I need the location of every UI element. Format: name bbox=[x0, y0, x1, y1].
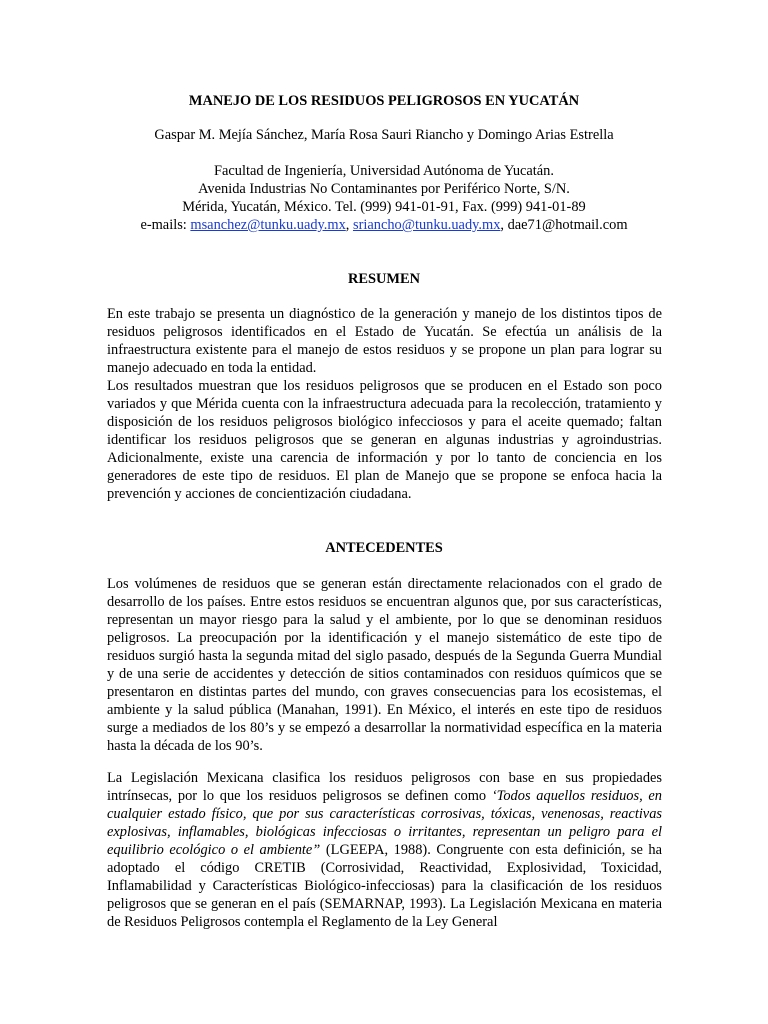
email-separator: , bbox=[345, 217, 353, 233]
address-line: Avenida Industrias No Contaminantes por Periférico Norte, S/N. bbox=[198, 181, 570, 197]
email-link-msanchez[interactable]: msanchez@tunku.uady.mx bbox=[190, 217, 346, 233]
contact-line: Mérida, Yucatán, México. Tel. (999) 941-01-91, Fax. (999) 941-01-89 bbox=[182, 199, 586, 215]
email-link-sriancho[interactable]: sriancho@tunku.uady.mx bbox=[352, 217, 501, 233]
emails-prefix: e-mails: bbox=[140, 217, 191, 233]
resumen-body bbox=[107, 305, 662, 503]
resumen-paragraph-1: En este trabajo se presenta un diagnóstico de la generación y manejo de los distintos tipos de residuos peligrosos identificados en el Estado de Yucatán. Se efectúa un análisis de la infraestructura existente para el manejo de estos residuos y se propone un plan para lograr su manejo adecuado en toda la entidad. bbox=[107, 306, 662, 376]
affiliation-block bbox=[0, 162, 768, 234]
definition-quote: ‘Todos aquellos residuos, en cualquier estado físico, que por sus características corrosivas, tóxicas, venenosas, reactivas explosivas, inflamables, biológicas infecciosas o irritantes, representan un peligro para el equilibrio ecológico o el ambiente” bbox=[107, 788, 663, 858]
section-heading-antecedentes: ANTECEDENTES bbox=[325, 540, 443, 556]
author-list: Gaspar M. Mejía Sánchez, María Rosa Sauri Riancho y Domingo Arias Estrella bbox=[154, 127, 614, 143]
paragraph-text-continued: (LGEEPA, 1988). Congruente con esta definición, se ha adoptado el código CRETIB (Corrosividad, Reactividad, Explosividad, Toxicidad, Inflamabilidad y Características Biológico-infecciosas) para la clasificación de los residuos peligrosos que se generan en el país (SEMARNAP, 1993). La Legislación Mexicana en materia de Residuos Peligrosos contempla el Reglamento de la Ley General bbox=[107, 842, 662, 930]
email-text-dae71: , dae71@hotmail.com bbox=[500, 217, 628, 233]
affiliation-line: Facultad de Ingeniería, Universidad Autónoma de Yucatán. bbox=[214, 163, 554, 179]
paper-title: MANEJO DE LOS RESIDUOS PELIGROSOS EN YUCATÁN bbox=[188, 93, 580, 109]
paragraph-text: La Legislación Mexicana clasifica los residuos peligrosos con base en sus propiedades intrínsecas, por lo que los residuos peligrosos se definen como bbox=[107, 770, 662, 804]
antecedentes-paragraph-1 bbox=[107, 575, 662, 755]
antecedentes-paragraph-2-text bbox=[107, 769, 662, 931]
antecedentes-paragraph-2 bbox=[107, 769, 662, 931]
section-heading-resumen: RESUMEN bbox=[348, 271, 420, 287]
antecedentes-paragraph-1-text: Los volúmenes de residuos que se generan están directamente relacionados con el grado de desarrollo de los países. Entre estos residuos se encuentran algunos que, por sus características, representan un mayor riesgo para la salud y el ambiente, por lo que se denominan residuos peligrosos. La preocupación por la identificación y el manejo sistemático de este tipo de residuos surgió hasta la segunda mitad del siglo pasado, después de la Segunda Guerra Mundial y de una serie de accidentes y detección de sitios contaminados con residuos químicos que se presentaron en distintas partes del mundo, con graves consecuencias para los ecosistemas, el ambiente y la salud pública (Manahan, 1991). En México, el interés en este tipo de residuos surge a mediados de los 80’s y se empezó a desarrollar la normatividad específica en la materia hasta la década de los 90’s. bbox=[107, 576, 662, 754]
emails-line bbox=[0, 216, 768, 234]
resumen-paragraph-2: Los resultados muestran que los residuos peligrosos que se producen en el Estado son poco variados y que Mérida cuenta con la infraestructura adecuada para la recolección, tratamiento y disposición de los residuos peligrosos biológico infecciosos y para el aceite quemado; faltan identificar los residuos peligrosos que se generan en algunas industrias y agroindustrias. Adicionalmente, existe una carencia de información y por lo tanto de conciencia en los generadores de este tipo de residuos. El plan de Manejo que se propone se enfoca hacia la prevención y acciones de concientización ciudadana. bbox=[107, 378, 662, 502]
